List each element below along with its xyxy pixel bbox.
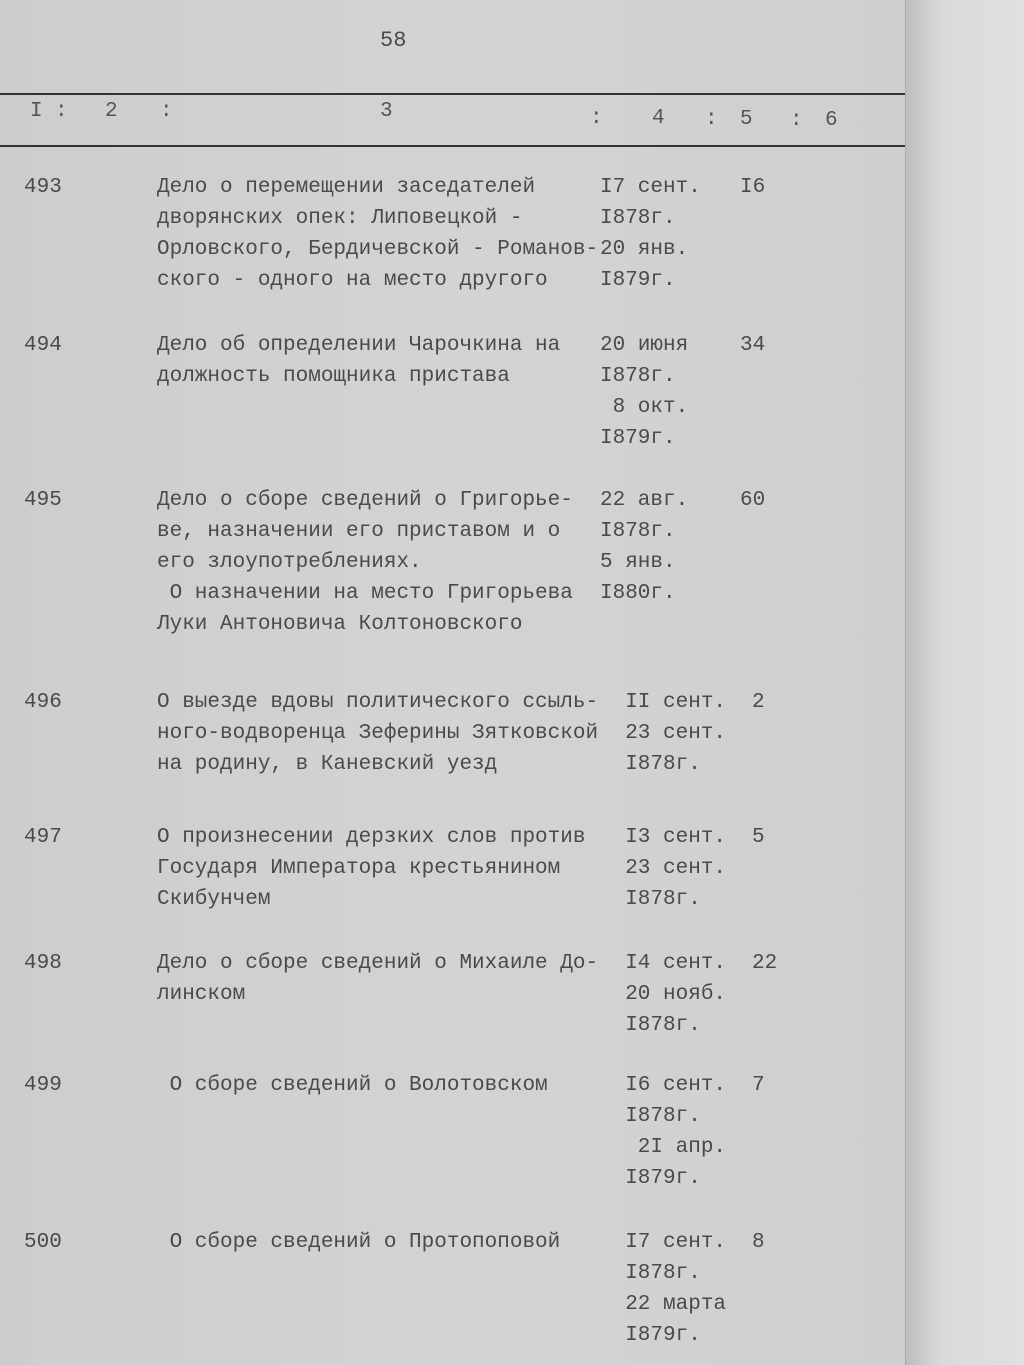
date-line: I878г. — [600, 207, 676, 230]
date-line: I880г. — [600, 582, 676, 605]
entry-description — [157, 687, 598, 780]
entry-dates — [600, 822, 726, 915]
sheet-count: 8 — [752, 1231, 765, 1254]
sheet-count: 34 — [740, 334, 766, 357]
col-sep: : — [590, 107, 603, 130]
col-header-4: 4 — [652, 107, 665, 130]
description-line: ского - одного на место другого — [157, 269, 548, 292]
date-line: II сент. — [600, 691, 727, 714]
date-line: 8 окт. — [600, 396, 689, 419]
entry-dates — [600, 1227, 726, 1351]
description-line: Луки Антоновича Колтоновского — [157, 613, 523, 636]
entry-dates — [600, 1070, 726, 1194]
date-line: 20 июня — [600, 334, 689, 357]
date-line: I4 сент. — [600, 952, 727, 975]
header-rule-top — [0, 93, 905, 95]
sheet-count: 5 — [752, 826, 765, 849]
sheet-count: 2 — [752, 691, 765, 714]
date-line: I878г. — [600, 888, 701, 911]
date-line: 20 янв. — [600, 238, 689, 261]
next-sheet-edge — [905, 0, 1024, 1365]
date-line: I878г. — [600, 1014, 701, 1037]
description-line: ного-водворенца Зеферины Зятковской — [157, 722, 599, 745]
description-line: на родину, в Каневский уезд — [157, 753, 498, 776]
date-line: I878г. — [600, 365, 676, 388]
date-line: 2I апр. — [600, 1136, 727, 1159]
date-line: I878г. — [600, 1262, 701, 1285]
header-rule-bottom — [0, 145, 905, 147]
entry-description — [157, 948, 598, 1010]
entry-dates — [600, 485, 688, 609]
date-line: 23 сент. — [600, 857, 727, 880]
entry-number: 495 — [24, 489, 62, 512]
date-line: I879г. — [600, 269, 676, 292]
date-line: I3 сент. — [600, 826, 727, 849]
entry-dates — [600, 330, 688, 454]
entry-number: 499 — [24, 1074, 62, 1097]
col-sep: : — [790, 109, 803, 132]
date-line: I878г. — [600, 520, 676, 543]
description-line: линском — [157, 983, 246, 1006]
description-line: О сборе сведений о Протопоповой — [157, 1231, 561, 1254]
entry-description — [157, 330, 560, 392]
col-sep: : — [160, 100, 173, 123]
entry-description — [157, 1070, 548, 1101]
entry-number: 493 — [24, 176, 62, 199]
description-line: Государя Императора крестьянином — [157, 857, 561, 880]
entry-description — [157, 485, 573, 640]
description-line: О произнесении дерзких слов против — [157, 826, 586, 849]
date-line: I6 сент. — [600, 1074, 727, 1097]
entry-description — [157, 172, 598, 296]
description-line: дворянских опек: Липовецкой - — [157, 207, 523, 230]
entry-dates — [600, 948, 726, 1041]
page-number: 58 — [380, 28, 407, 53]
col-sep: : — [55, 100, 68, 123]
entry-number: 500 — [24, 1231, 62, 1254]
description-line: его злоупотреблениях. — [157, 551, 422, 574]
date-line: 5 янв. — [600, 551, 676, 574]
description-line: Скибунчем — [157, 888, 271, 911]
description-line: Орловского, Бердичевской - Романов- — [157, 238, 599, 261]
date-line: I879г. — [600, 427, 676, 450]
col-header-5: 5 — [740, 108, 753, 131]
entry-number: 498 — [24, 952, 62, 975]
col-sep: : — [705, 108, 718, 131]
date-line: I7 сент. — [600, 176, 701, 199]
date-line: 22 марта — [600, 1293, 727, 1316]
entry-dates — [600, 172, 701, 296]
sheet-count: I6 — [740, 176, 766, 199]
date-line: I879г. — [600, 1324, 701, 1347]
entry-number: 497 — [24, 826, 62, 849]
description-line: О сборе сведений о Волотовском — [157, 1074, 548, 1097]
sheet-count: 7 — [752, 1074, 765, 1097]
date-line: I878г. — [600, 1105, 701, 1128]
entry-dates — [600, 687, 726, 780]
col-header-1: I — [30, 100, 43, 123]
sheet-count: 22 — [752, 952, 778, 975]
date-line: 20 нояб. — [600, 983, 727, 1006]
description-line: Дело о перемещении заседателей — [157, 176, 536, 199]
entry-number: 494 — [24, 334, 62, 357]
date-line: 23 сент. — [600, 722, 727, 745]
date-line: 22 авг. — [600, 489, 689, 512]
col-header-2: 2 — [105, 100, 118, 123]
col-header-6: 6 — [825, 109, 838, 132]
entry-description — [157, 822, 585, 915]
description-line: должность помощника пристава — [157, 365, 510, 388]
date-line: I7 сент. — [600, 1231, 727, 1254]
entry-number: 496 — [24, 691, 62, 714]
description-line: Дело о сборе сведений о Михаиле До- — [157, 952, 599, 975]
description-line: Дело о сборе сведений о Григорье- — [157, 489, 573, 512]
description-line: ве, назначении его приставом и о — [157, 520, 561, 543]
description-line: Дело об определении Чарочкина на — [157, 334, 561, 357]
col-header-3: 3 — [380, 100, 393, 123]
description-line: О выезде вдовы политического ссыль- — [157, 691, 599, 714]
date-line: I878г. — [600, 753, 701, 776]
sheet-count: 60 — [740, 489, 766, 512]
entry-description — [157, 1227, 560, 1258]
description-line: О назначении на место Григорьева — [157, 582, 573, 605]
date-line: I879г. — [600, 1167, 701, 1190]
